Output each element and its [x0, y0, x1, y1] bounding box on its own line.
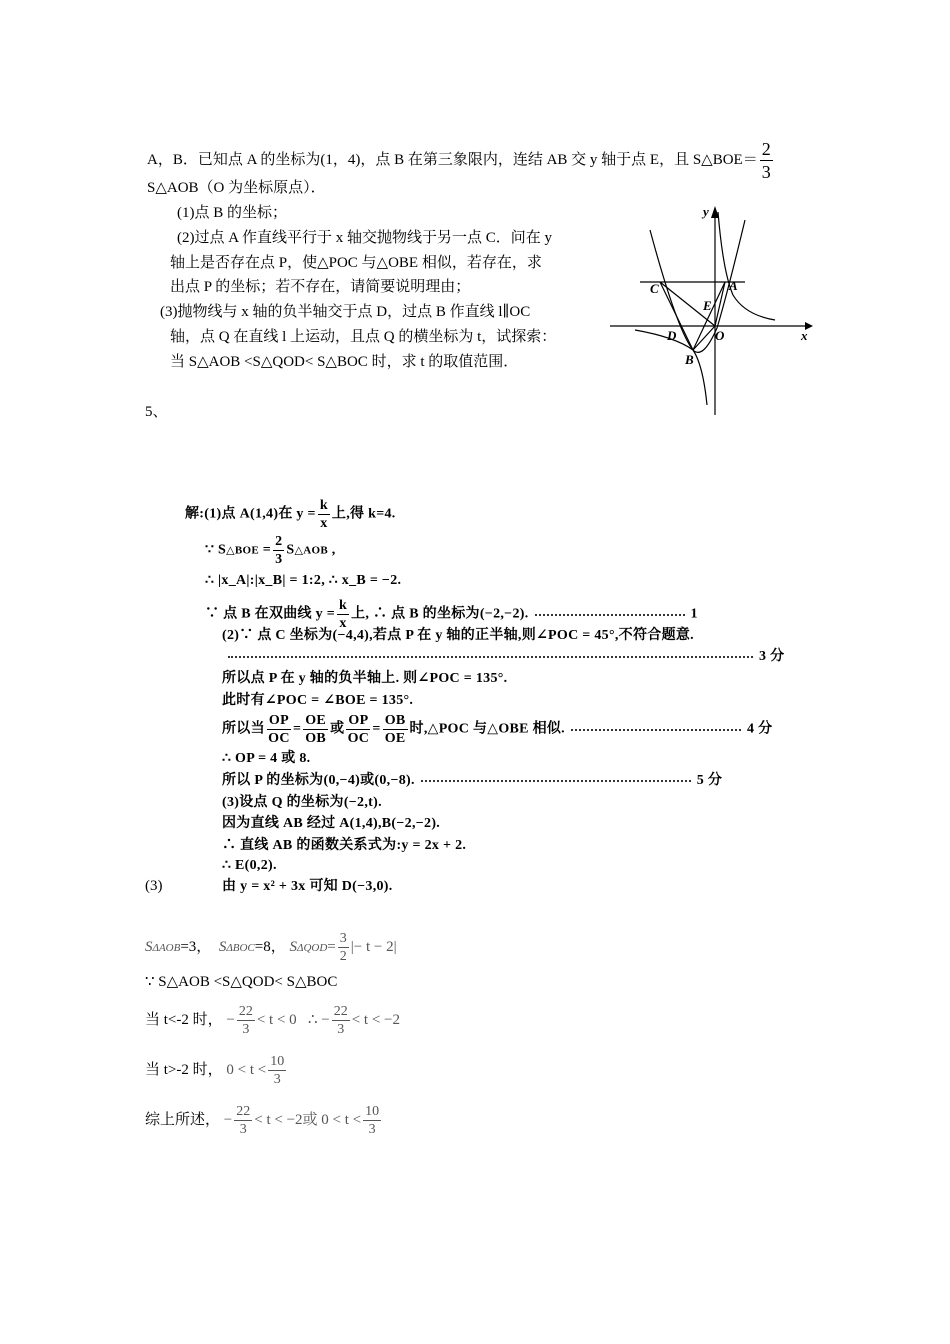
fraction: $\frac{OE}{OB}$ [305, 713, 327, 746]
solution-line-8: 此时有∠POC = ∠BOE = 135°. [222, 693, 414, 708]
fraction: $\frac{10}{3}$ [270, 1054, 285, 1087]
dot-leader [535, 613, 685, 616]
question-2-line-2: 轴上是否存在点 P，使△POC 与△OBE 相似，若存在，求 [170, 255, 542, 271]
fraction: $\frac{OP}{OC}$ [268, 713, 290, 746]
fraction: $\frac{OP}{OC}$ [347, 713, 370, 746]
question-2-line-1: (2)过点 A 作直线平行于 x 轴交抛物线于另一点 C．问在 y [177, 230, 553, 246]
score-mark: 4 分 [746, 721, 773, 737]
problem-line-1 [147, 138, 775, 183]
fraction: $\frac{3}{2}$ [339, 931, 347, 964]
fraction: $\frac{22}{3}$ [236, 1104, 251, 1137]
dot-leader [571, 728, 741, 731]
dot-leader [421, 779, 691, 782]
label-b: B [685, 352, 694, 367]
problem-line-2: S△AOB（O 为坐标原点）． [147, 180, 326, 196]
solution-line-5: (2)∵ 点 C 坐标为(−4,4),若点 P 在 y 轴的正半轴,则∠POC = 45°,不符合题意. [222, 628, 694, 643]
fraction: $\frac{k}{x}$ [319, 498, 328, 531]
solution-line-1: 解:(1)点 A(1,4)在 y = $\frac{k}{x}$ 上,得 k=4. [185, 498, 396, 531]
label-c: C [650, 281, 659, 296]
label-x: x [801, 328, 808, 343]
question-3-line-2: 轴，点 Q 在直线 l 上运动，且点 Q 的横坐标为 t，试探索： [170, 329, 557, 345]
question-1: (1)点 B 的坐标； [177, 205, 287, 221]
summary-line: 综上所述， − $\frac{22}{3}$ < t < −2或 0 < t < $\frac{10}{3}$ [145, 1104, 380, 1137]
fraction: $\frac{10}{3}$ [365, 1104, 380, 1137]
label-y: y [703, 204, 709, 219]
fraction: $\frac{OB}{OE}$ [384, 713, 406, 746]
score-mark: 1 [690, 606, 698, 622]
solution-line-3: ∴ |x_A|:|x_B| = 1:2, ∴ x_B = −2. [205, 573, 402, 588]
solution-line-13: 因为直线 AB 经过 A(1,4),B(−2,−2). [222, 816, 441, 831]
question-3-line-3: 当 S△AOB <S△QOD< S△BOC 时，求 t 的取值范围． [170, 354, 519, 370]
part-3-label: (3) [145, 878, 163, 894]
solution-line-14: ∴ 直线 AB 的函数关系式为:y = 2x + 2. [222, 838, 467, 853]
solution-line-16: 由 y = x² + 3x 可知 D(−3,0). [222, 879, 393, 894]
question-2-line-3: 出点 P 的坐标；若不存在，请简要说明理由； [170, 279, 471, 295]
areas-line: SΔAOB=3， SΔBOC=8， SΔQOD= $\frac{3}{2}$ |− t − 2| [145, 931, 397, 964]
solution-line-2: ∵ S△BOE = $\frac{2}{3}$ S△AOB , [205, 534, 336, 567]
fraction: $\frac{k}{x}$ [339, 598, 348, 631]
because-line: ∵ S△AOB <S△QOD< S△BOC [145, 974, 338, 990]
segment-cb [660, 282, 693, 350]
solution-line-11: 所以 P 的坐标为(0,−4)或(0,−8). 5 分 [222, 773, 723, 788]
hyperbola-branch-1 [718, 212, 775, 320]
label-o: O [715, 328, 725, 343]
solution-line-12: (3)设点 Q 的坐标为(−2,t). [222, 795, 382, 810]
solution-line-15: ∴ E(0,2). [222, 858, 277, 873]
fraction: $\frac{22}{3}$ [238, 1004, 253, 1037]
score-mark: 5 分 [696, 773, 723, 788]
label-e: E [703, 298, 712, 313]
score-mark: 3 分 [759, 649, 785, 664]
solution-line-9: 所以当 $\frac{OP}{OC}$ = $\frac{OE}{OB}$ 或 $\frac{OP}{OC}$ = $\frac{OB}{OE}$ 时,△POC 与△OBE 相似. 4 分 [222, 713, 773, 746]
case-2-line: 当 t>-2 时， 0 < t < $\frac{10}{3}$ [145, 1054, 285, 1087]
solution-line-6 [222, 646, 784, 667]
parabola-hyperbola-figure [605, 200, 820, 420]
problem-text: A，B．已知点 A 的坐标为(1，4)，点 B 在第三象限内，连结 AB 交 y 轴于点 E，且 S△BOE＝ [147, 151, 758, 168]
fraction: $\frac{22}{3}$ [333, 1004, 348, 1037]
dot-leader [228, 655, 753, 658]
case-1-line: 当 t<-2 时， − $\frac{22}{3}$ < t < 0 ∴ − $\frac{22}{3}$ < t < −2 [145, 1004, 400, 1037]
question-3-line-1: (3)抛物线与 x 轴的负半轴交于点 D，过点 B 作直线 l∥OC [160, 304, 531, 320]
solution-line-10: ∴ OP = 4 或 8. [222, 751, 311, 766]
solution-line-4: ∵ 点 B 在双曲线 y = $\frac{k}{x}$ 上, ∴ 点 B 的坐标为(−2,−2). 1 [205, 598, 698, 631]
fraction: $\frac{2}{3}$ [761, 139, 771, 182]
fraction: $\frac{2}{3}$ [275, 534, 283, 567]
problem-number: 5、 [145, 404, 168, 420]
label-a: A [729, 278, 738, 293]
label-d: D [667, 328, 677, 343]
solution-line-7: 所以点 P 在 y 轴的负半轴上. 则∠POC = 135°. [222, 671, 508, 686]
